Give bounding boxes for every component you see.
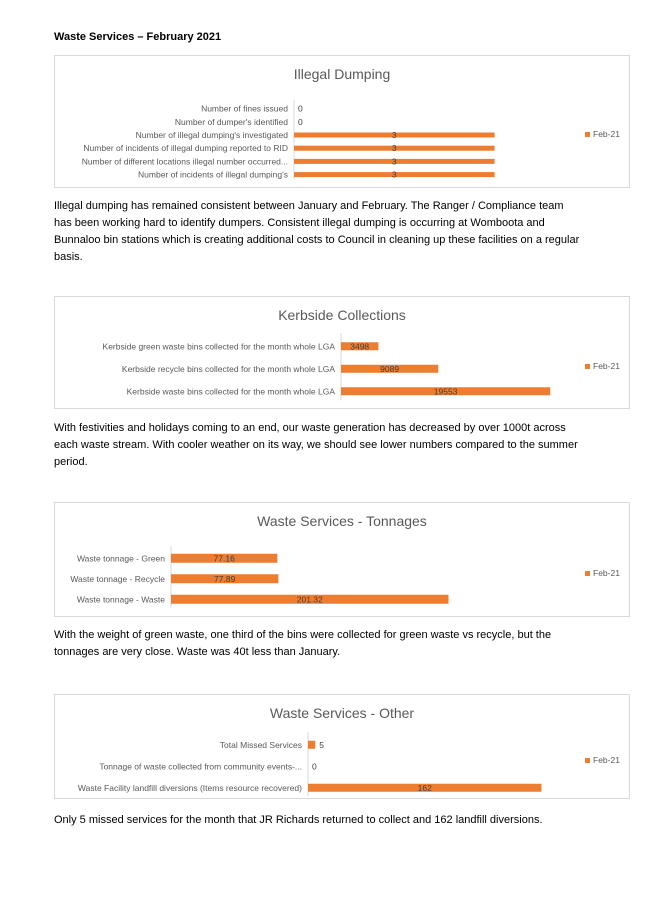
data-label: 77.89 [214,573,236,584]
category-label: Kerbside green waste bins collected for the month whole LGA [102,341,335,352]
category-label: Tonnage of waste collected from community events-... [99,761,302,772]
tonnages-paragraph: With the weight of green waste, one third of the bins were collected for green waste vs recycle, but the tonnages are very close. Waste was 40t less than January. [54,629,552,658]
legend-label: Feb-21 [593,755,620,765]
data-label: 162 [417,782,432,793]
chart-title: Illegal Dumping [293,66,391,82]
data-label: 0 [298,116,303,127]
category-label: Waste tonnage - Recycle [70,573,165,584]
kerbside-collections-chart [54,296,630,409]
category-label: Waste tonnage - Waste [76,594,165,605]
chart-title: Waste Services - Tonnages [257,513,427,529]
waste-other-chart [54,694,630,799]
page-heading: Waste Services – February 2021 [54,31,222,43]
other-paragraph: Only 5 missed services for the month that JR Richards returned to collect and 162 landfill diversions. [54,814,543,826]
category-label: Total Missed Services [219,739,302,750]
chart-title: Waste Services - Other [269,705,415,721]
data-label: 0 [312,761,317,772]
illegal-dumping-chart [54,55,630,188]
legend-swatch [585,132,590,137]
illegal-dumping-paragraph: Illegal dumping has remained consistent between January and February. The Ranger / Compliance team has been working hard to identify dumpers. Consistent illegal dumping is occurring at Womboota and Bunnaloo bin stations which is creating additional costs to Council in cleaning up these facilities on a regular basis. [54,200,580,263]
chart-svg [55,503,629,616]
data-label: 3 [391,130,397,140]
data-label: 0 [298,103,303,114]
data-label: 77.16 [213,553,235,564]
data-label: 201.32 [296,594,323,605]
data-label: 3498 [350,341,370,352]
category-label: Number of incidents of illegal dumping's [138,169,288,180]
data-label: 3 [391,169,397,180]
legend-label: Feb-21 [593,568,620,578]
category-label: Kerbside waste bins collected for the month whole LGA [126,386,335,397]
data-label: 19553 [433,386,458,397]
legend-swatch [585,571,590,576]
data-label: 5 [319,739,324,750]
category-label: Number of dumper's identified [174,116,288,127]
chart-title: Kerbside Collections [278,307,406,323]
category-label: Waste Facility landfill diversions (Items resource recovered) [77,782,302,793]
chart-svg [55,56,629,187]
category-label: Number of illegal dumping's investigated [135,130,288,140]
chart-svg [55,695,629,798]
bar [308,741,315,749]
data-label: 3 [391,143,397,154]
legend-swatch [585,364,590,369]
category-label: Number of different locations illegal number occurred... [81,156,288,167]
category-label: Number of fines issued [201,103,288,114]
waste-tonnages-chart [54,502,630,617]
legend-swatch [585,758,590,763]
data-label: 9089 [380,363,400,374]
category-label: Kerbside recycle bins collected for the month whole LGA [121,363,335,374]
category-label: Number of incidents of illegal dumping reported to RID [83,143,288,154]
category-label: Waste tonnage - Green [76,553,165,564]
data-label: 3 [391,156,397,167]
legend-label: Feb-21 [593,129,620,139]
legend-label: Feb-21 [593,361,620,371]
kerbside-paragraph: With festivities and holidays coming to an end, our waste generation has decreased by over 1000t across each waste stream. With cooler weather on its way, we should see lower numbers compared to the summer period. [54,422,578,468]
chart-svg [55,297,629,408]
